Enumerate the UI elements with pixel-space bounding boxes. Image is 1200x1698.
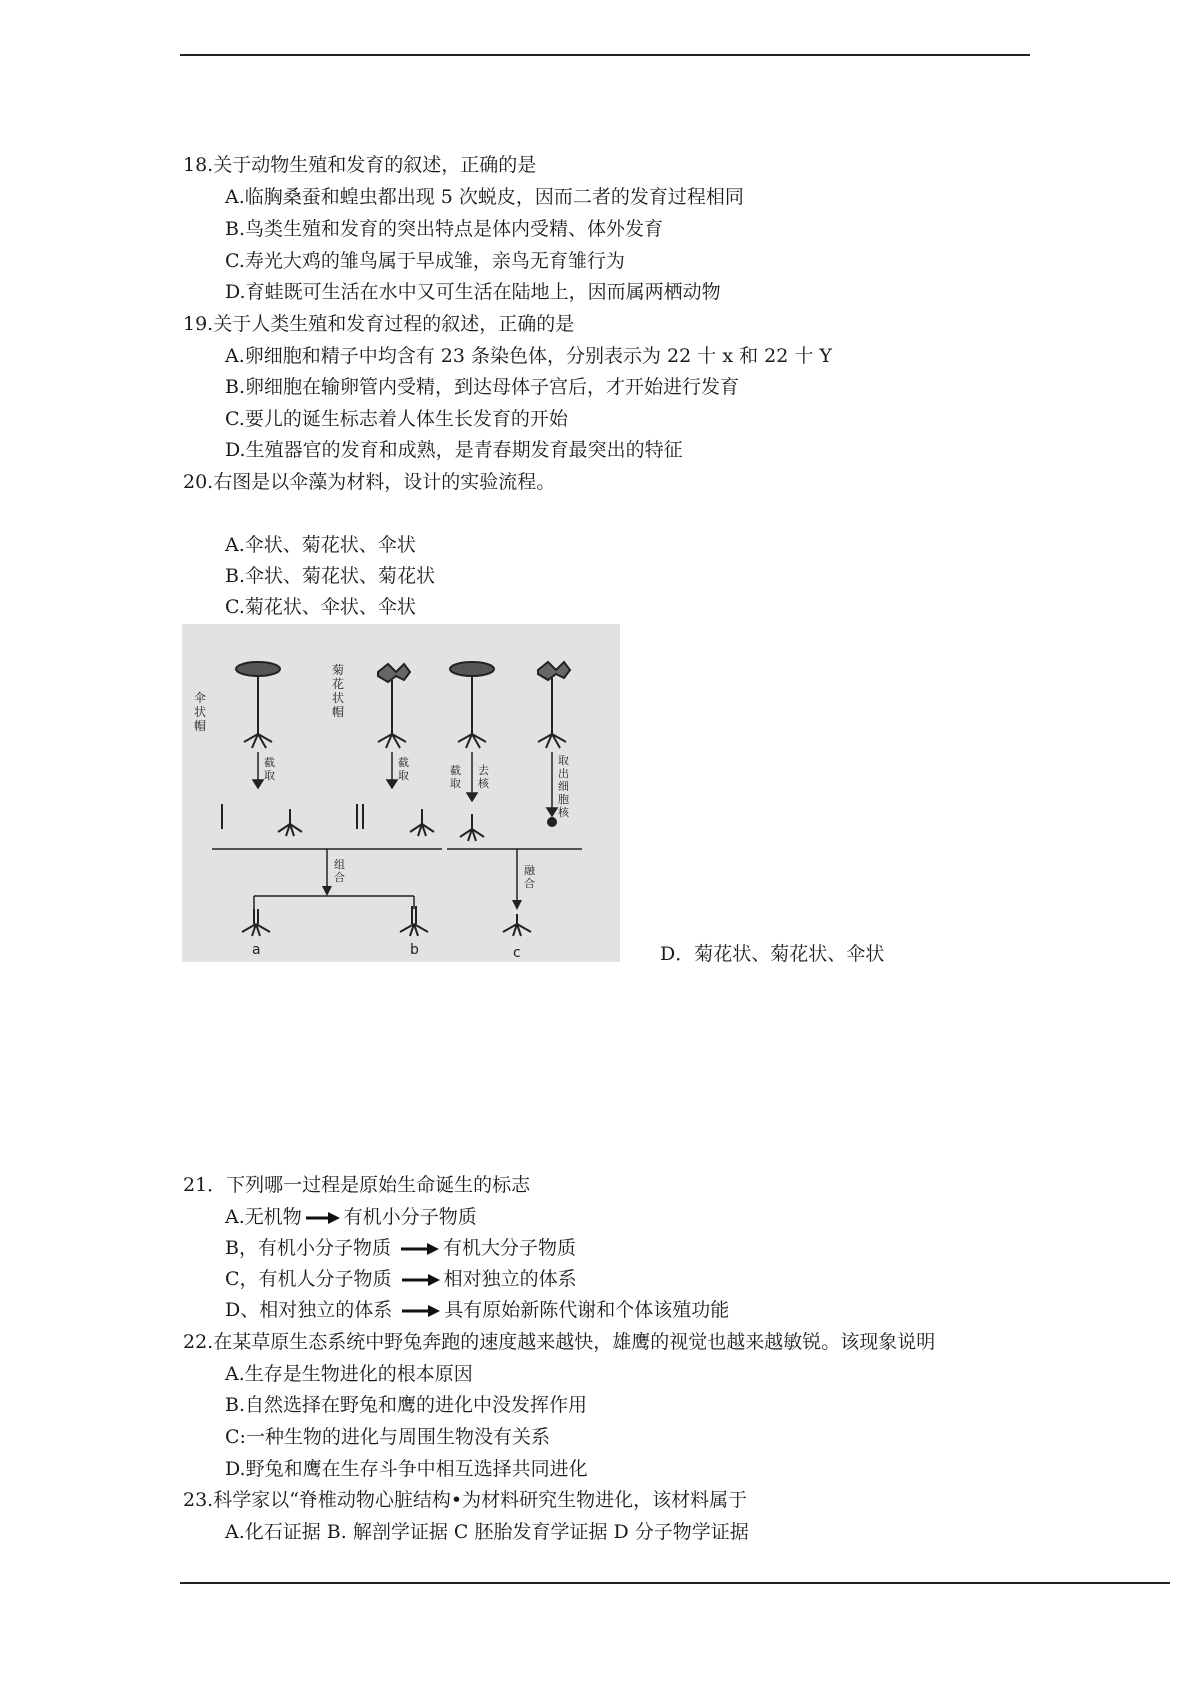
option-a-to: 有机小分子物质 <box>343 1206 477 1228</box>
cap-label-chrysanthemum-3: 状 <box>332 691 345 705</box>
arrow-right-icon <box>402 1305 440 1317</box>
chrysanthemum-acetabularia-1 <box>378 664 410 748</box>
bottom-rule <box>180 1582 1170 1584</box>
question-21-option-c <box>225 1266 577 1292</box>
question-19-option-c: C.要儿的诞生标志着人体生长发育的开始 <box>225 408 568 430</box>
result-organisms <box>242 906 531 936</box>
umbrella-acetabularia-1 <box>236 662 280 748</box>
question-18-option-d: D.育蛙既可生活在水中又可生活在陆地上，因而属两栖动物 <box>225 281 721 303</box>
fuse-label-1: 融 <box>524 864 535 877</box>
cap-label-umbrella-1: 伞 <box>194 691 207 705</box>
result-bracket <box>254 896 414 909</box>
question-20-option-a: A.伞状、菊花状、伞状 <box>225 534 416 556</box>
question-18-option-a: A.临胸桑蚕和蝗虫都出现 5 次蜕皮，因而二者的发育过程相同 <box>225 186 744 208</box>
option-d-to: 具有原始新陈代谢和个体该殖功能 <box>444 1299 730 1321</box>
result-label-c: c <box>513 945 521 961</box>
option-d-from: D、相对独立的体系 <box>225 1299 393 1321</box>
question-19-stem: 19.关于人类生殖和发育过程的叙述，正确的是 <box>183 313 575 335</box>
question-22-stem: 22.在某草原生态系统中野兔奔跑的速度越来越快，雄鹰的视觉也越来越敏锐。该现象说明 <box>183 1331 936 1353</box>
question-21-stem: 21．下列哪一过程是原始生命诞生的标志 <box>183 1174 531 1196</box>
question-19-option-b: B.卵细胞在输卵管内受精，到达母体子宫后，才开始进行发育 <box>225 376 740 398</box>
arrow-right-icon <box>306 1212 340 1224</box>
question-18-stem: 18.关于动物生殖和发育的叙述，正确的是 <box>183 154 537 176</box>
umbrella-acetabularia-2 <box>450 662 494 748</box>
result-label-b: b <box>410 942 419 958</box>
question-18-option-b: B.鸟类生殖和发育的突出特点是体内受精、体外发育 <box>225 218 664 240</box>
combine-label-1: 组 <box>334 858 345 871</box>
arrow-label-4a: 取 <box>558 754 569 767</box>
question-23-stem: 23.科学家以“脊椎动物心脏结构•为材料研究生物进化，该材料属于 <box>183 1489 748 1511</box>
question-20-option-d: D．菊花状、菊花状、伞状 <box>660 943 885 965</box>
arrow-right-icon <box>402 1274 440 1286</box>
cap-label-chrysanthemum-2: 花 <box>332 677 345 691</box>
question-20-option-c: C.菊花状、伞状、伞状 <box>225 596 416 618</box>
question-20-stem: 20.右图是以伞藻为材料，设计的实验流程。 <box>183 471 556 493</box>
experiment-diagram <box>182 624 620 962</box>
arrow-label-3d: 核 <box>478 777 489 790</box>
question-19-option-d: D.生殖器官的发育和成熟，是青春期发育最突出的特征 <box>225 439 683 461</box>
arrow-label-2b: 取 <box>398 769 409 782</box>
option-b-to: 有机大分子物质 <box>443 1237 577 1259</box>
arrow-label-2a: 截 <box>398 756 409 769</box>
option-b-from: B，有机小分子物质 <box>225 1237 391 1259</box>
arrow-label-3a: 截 <box>450 764 461 777</box>
arrow-label-4d: 胞 <box>558 793 569 806</box>
option-a-from: A.无机物 <box>225 1206 302 1228</box>
arrow-right-icon <box>401 1243 439 1255</box>
combine-label-2: 合 <box>334 871 345 884</box>
question-22-option-d: D.野兔和鹰在生存斗争中相互选择共同进化 <box>225 1458 588 1480</box>
arrow-label-4e: 核 <box>558 806 569 819</box>
question-19-option-a: A.卵细胞和精子中均含有 23 条染色体，分别表示为 22 十 x 和 22 十 Y <box>225 345 832 367</box>
arrow-label-1b: 取 <box>264 769 275 782</box>
option-c-from: C，有机人分子物质 <box>225 1268 392 1290</box>
combine-arrowhead <box>322 886 332 896</box>
question-23-options: A.化石证据 B. 解剖学证据 C 胚胎发育学证据 D 分子物学证据 <box>225 1521 749 1543</box>
chrysanthemum-acetabularia-2 <box>538 662 570 748</box>
arrow-label-3b: 取 <box>450 777 461 790</box>
cap-label-umbrella-3: 帽 <box>194 719 207 733</box>
question-20-option-b: B.伞状、菊花状、菊花状 <box>225 565 436 587</box>
question-22-option-a: A.生存是生物进化的根本原因 <box>225 1363 473 1385</box>
cap-label-umbrella-2: 状 <box>194 705 207 719</box>
cap-label-chrysanthemum-4: 帽 <box>332 705 345 719</box>
fuse-arrowhead <box>512 900 522 910</box>
arrow-label-3c: 去 <box>478 764 489 777</box>
cut-pieces <box>222 804 556 841</box>
top-rule <box>180 54 1030 56</box>
arrow-label-1a: 截 <box>264 756 275 769</box>
cap-label-chrysanthemum-1: 菊 <box>332 663 345 677</box>
question-21-option-a <box>225 1204 477 1230</box>
question-22-option-c: C:一种生物的进化与周围生物没有关系 <box>225 1426 550 1448</box>
option-c-to: 相对独立的体系 <box>443 1268 577 1290</box>
fuse-label-2: 合 <box>524 877 535 890</box>
question-18-option-c: C.寿光大鸡的雏鸟属于早成雏，亲鸟无育雏行为 <box>225 250 625 272</box>
acetabularia-experiment-figure <box>182 624 620 962</box>
question-21-option-d <box>225 1297 729 1323</box>
result-label-a: a <box>252 942 261 958</box>
question-22-option-b: B.自然选择在野兔和鹰的进化中没发挥作用 <box>225 1394 588 1416</box>
arrow-label-4c: 细 <box>558 780 569 793</box>
question-21-option-b <box>225 1235 576 1261</box>
arrow-label-4b: 出 <box>558 767 569 780</box>
